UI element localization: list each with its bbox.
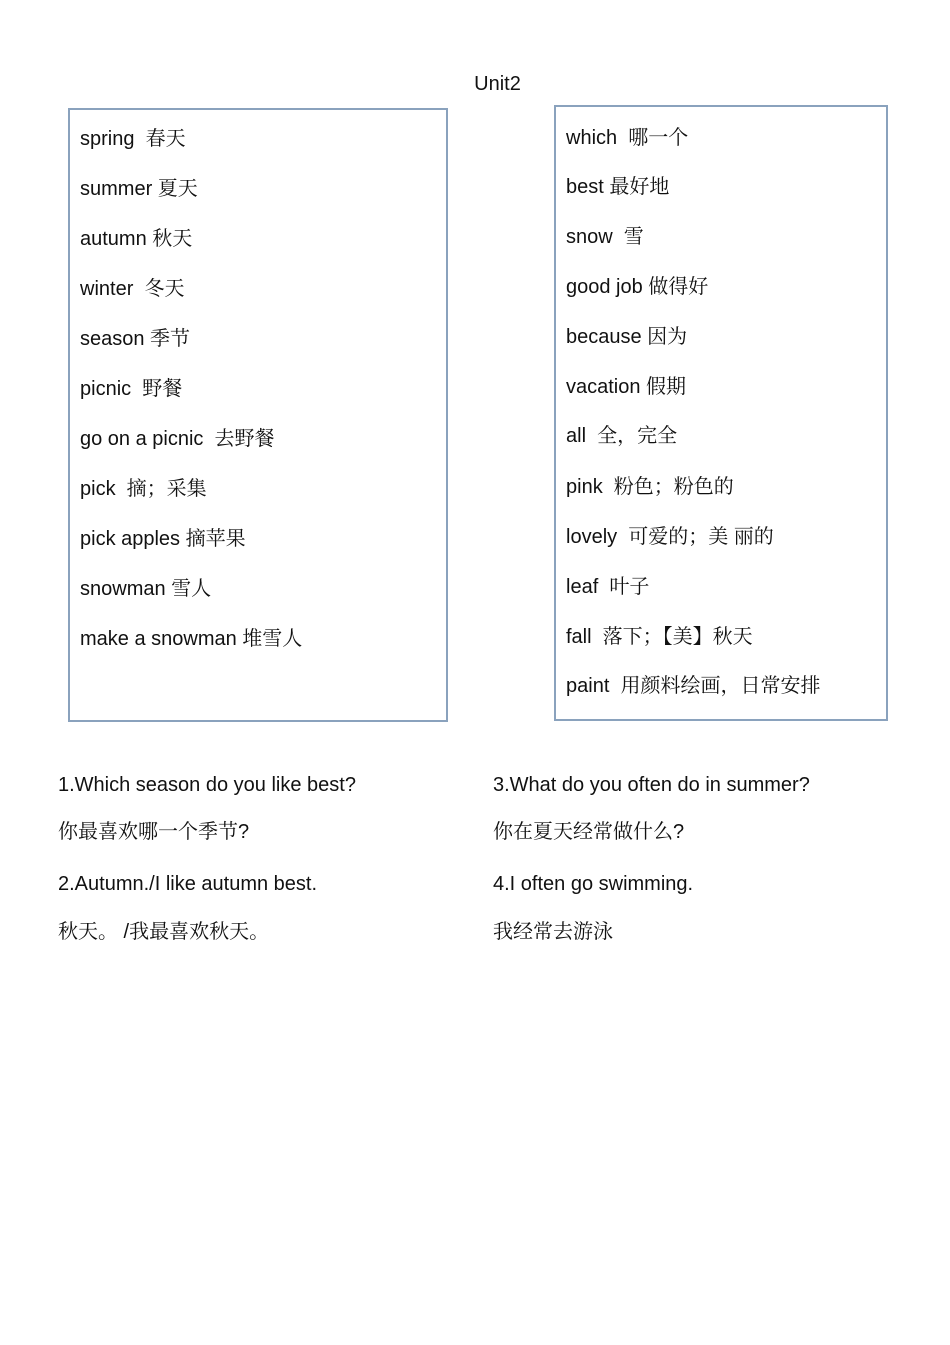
vocab-item-best: best 最好地 — [566, 176, 670, 198]
vocab-item-picnic: picnic 野餐 — [80, 378, 183, 400]
sentence-2-english: 2.Autumn./I like autumn best. — [58, 873, 318, 895]
vocab-item-because: because 因为 — [566, 326, 688, 348]
sentence-1-english: 1.Which season do you like best? — [58, 774, 356, 796]
vocab-item-pink: pink 粉色；粉色的 — [566, 476, 734, 498]
sentence-3-chinese: 你在夏天经常做什么? — [493, 821, 685, 843]
vocabulary-box-right — [554, 105, 888, 721]
sentence-3-english: 3.What do you often do in summer? — [493, 774, 810, 796]
sentence-4-english: 4.I often go swimming. — [493, 873, 694, 895]
vocab-item-winter: winter 冬天 — [80, 278, 185, 300]
vocab-item-summer: summer 夏天 — [80, 178, 198, 200]
vocab-item-pick-apples: pick apples 摘苹果 — [80, 528, 246, 550]
vocab-item-pick: pick 摘；采集 — [80, 478, 207, 500]
vocab-item-all: all 全，完全 — [566, 425, 678, 447]
vocab-item-paint: paint 用颜料绘画，日常安排 — [566, 675, 821, 697]
sentence-1-chinese: 你最喜欢哪一个季节? — [58, 821, 250, 843]
vocab-item-spring: spring 春天 — [80, 128, 186, 150]
vocab-item-go-on-a-picnic: go on a picnic 去野餐 — [80, 428, 275, 450]
vocab-item-good-job: good job 做得好 — [566, 276, 709, 298]
vocab-item-lovely: lovely 可爱的；美 丽的 — [566, 526, 774, 548]
vocab-item-leaf: leaf 叶子 — [566, 576, 650, 598]
vocab-item-season: season 季节 — [80, 328, 191, 350]
page-title: Unit2 — [474, 73, 521, 95]
vocab-item-fall: fall 落下；【美】秋天 — [566, 626, 753, 648]
sentence-2-chinese: 秋天。 /我最喜欢秋天。 — [58, 921, 270, 943]
vocab-item-autumn: autumn 秋天 — [80, 228, 193, 250]
sentence-4-chinese: 我经常去游泳 — [493, 921, 613, 943]
vocab-item-snow: snow 雪 — [566, 226, 644, 248]
vocabulary-box-left — [68, 108, 448, 722]
vocab-item-snowman: snowman 雪人 — [80, 578, 212, 600]
vocab-item-vacation: vacation 假期 — [566, 376, 687, 398]
vocab-item-which: which 哪一个 — [566, 127, 689, 149]
vocab-item-make-a-snowman: make a snowman 堆雪人 — [80, 628, 303, 650]
